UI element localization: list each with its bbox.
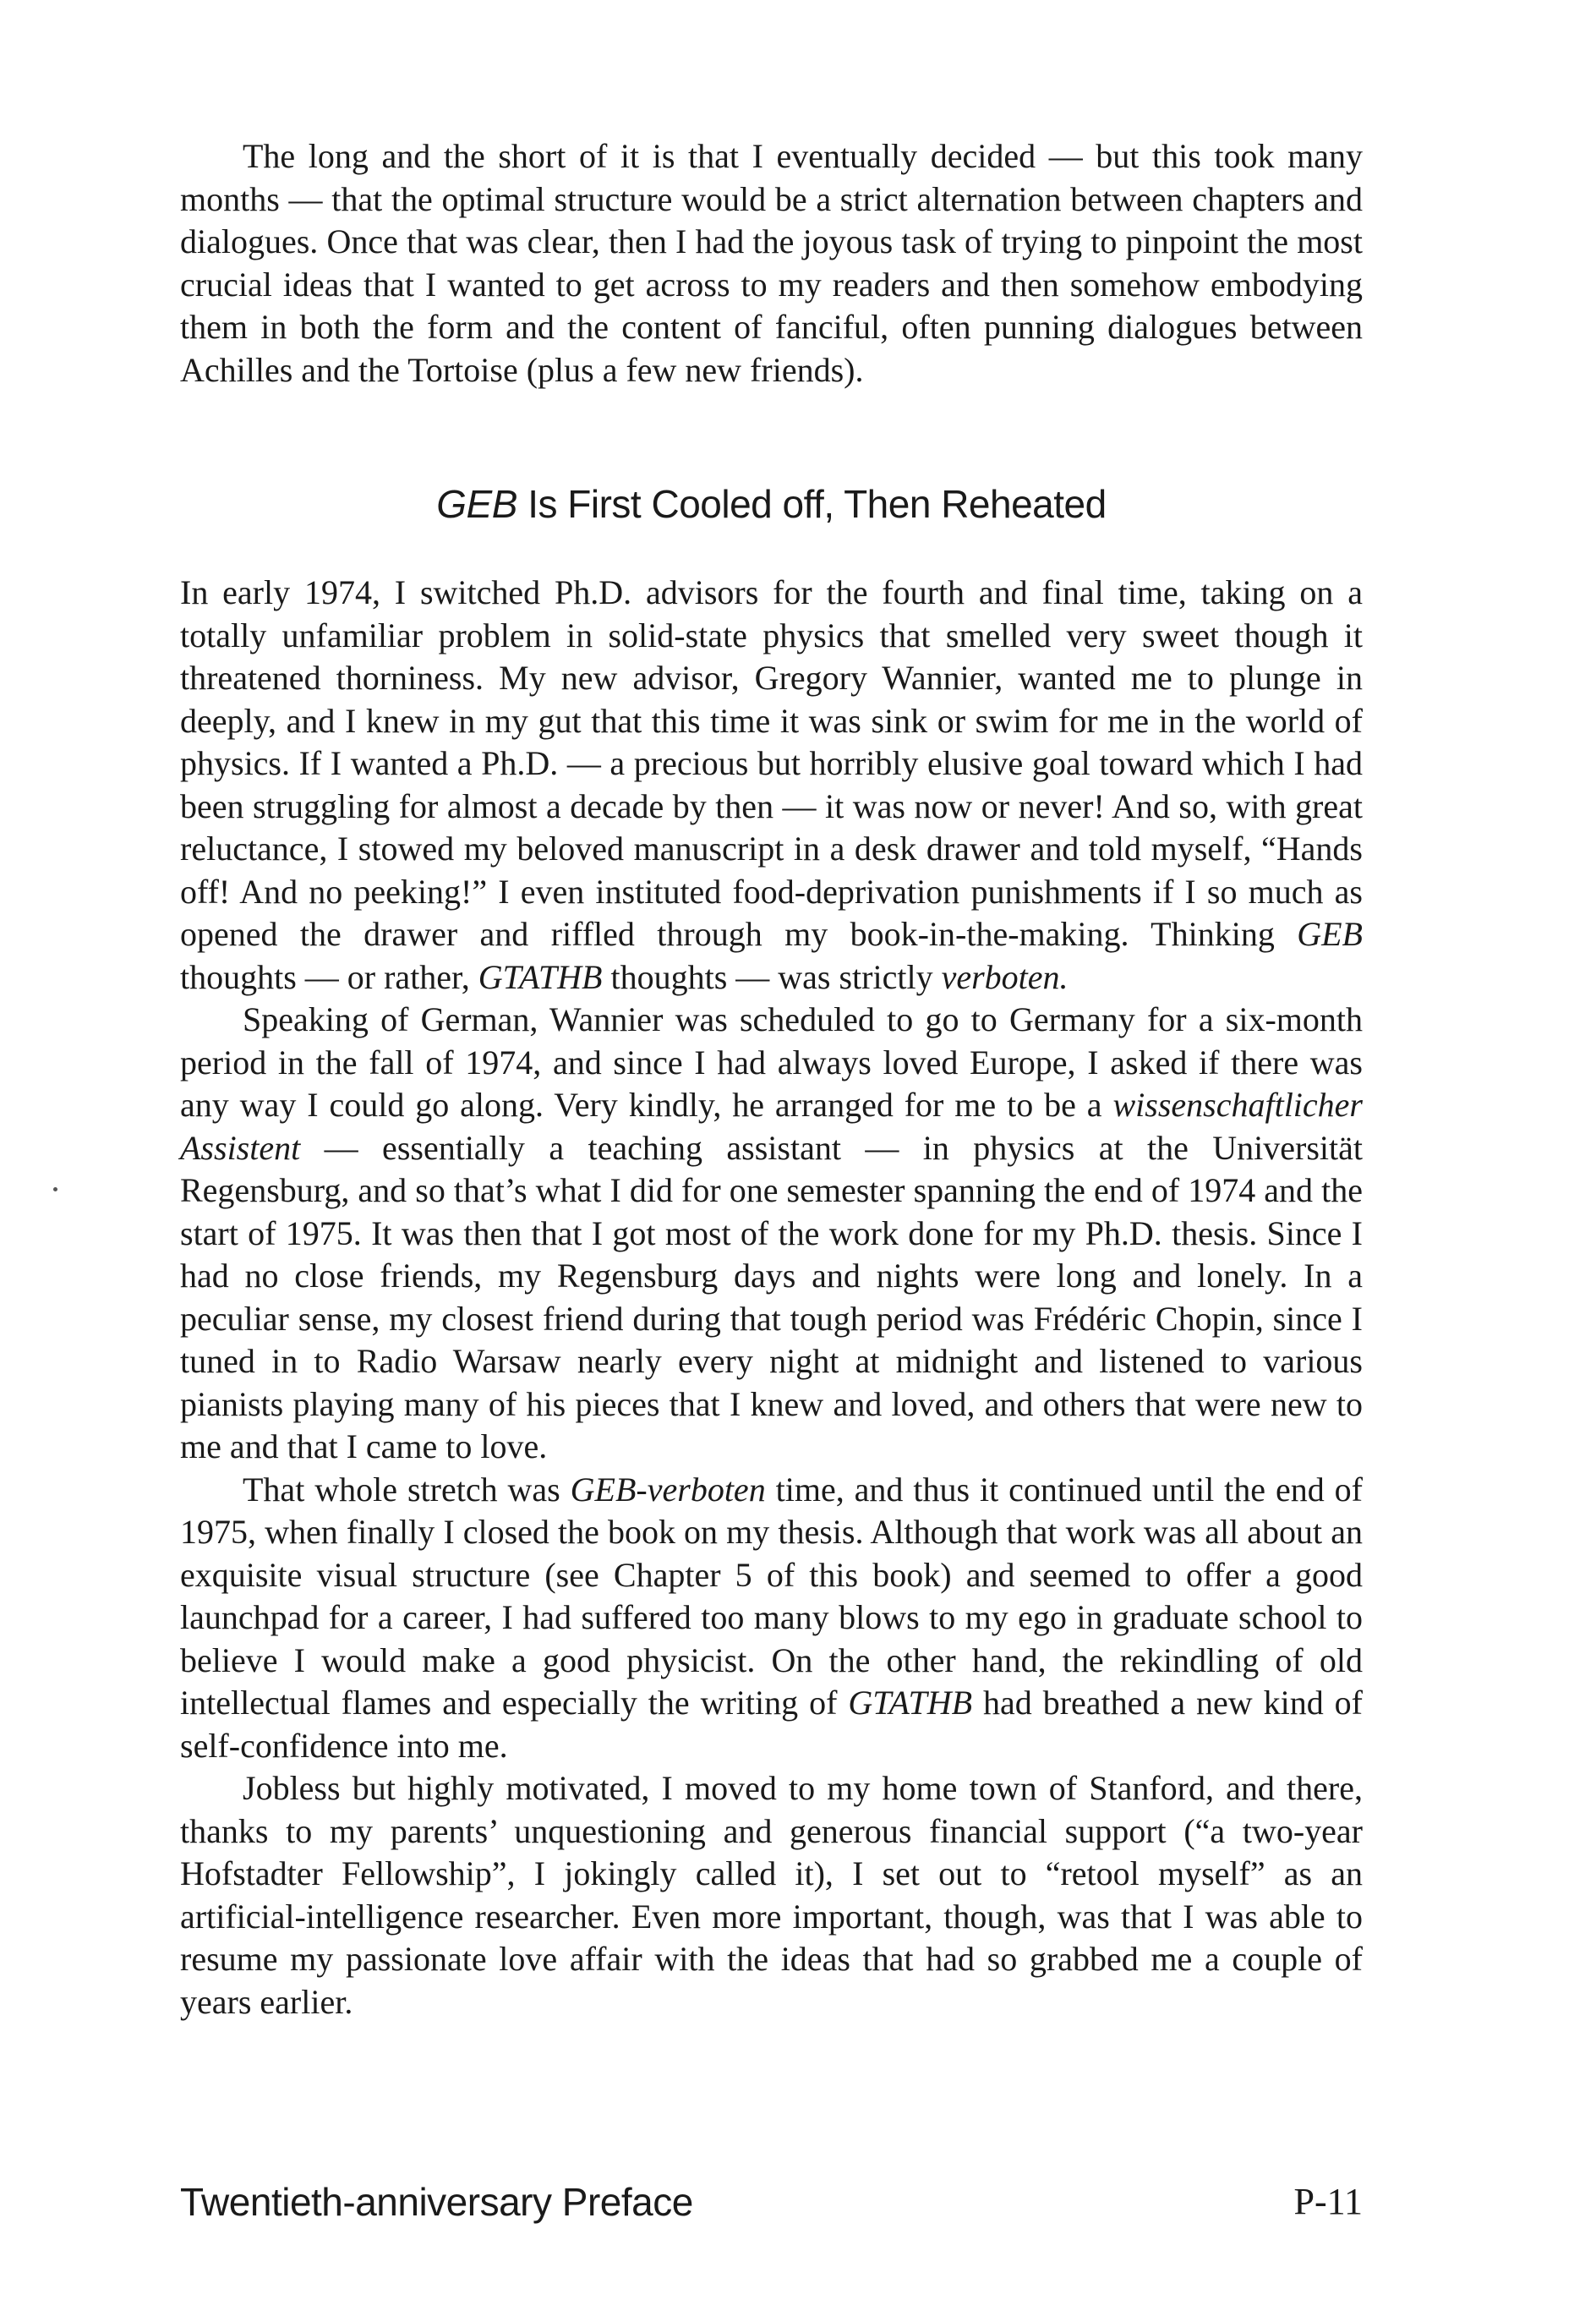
intro-paragraph: The long and the short of it is that I eventually decided — but this took many months — that the optimal structure would be a strict alternation between chapters and dialogues. Once that was clear, then I had the joyous task of trying to pinpoint the most crucial ideas that I wanted to get across to my readers and then somehow embodying them in both the form and the content of fanciful, often punning dialogues between Achilles and the Tortoise (plus a few new friends). xyxy=(180,137,1363,389)
section-heading xyxy=(180,480,1363,528)
running-footer-title: Twentieth-anniversary Preface xyxy=(180,2180,693,2224)
paragraph-1 xyxy=(180,572,1363,999)
paragraph-4 xyxy=(180,1767,1363,2023)
paragraph-1-text-c: thoughts — was strictly xyxy=(602,957,942,996)
paragraph-1-italic-1: GEB xyxy=(1297,915,1363,953)
paragraph-1-text-b: thoughts — or rather, xyxy=(180,957,478,996)
section-body xyxy=(180,572,1363,2023)
paragraph-1-italic-3: verboten. xyxy=(941,957,1069,996)
margin-dot xyxy=(53,1187,57,1191)
paragraph-3-text-c: had breathed a new kind of self-confidence into me. xyxy=(180,1684,1363,1765)
intro-section xyxy=(180,135,1363,392)
paragraph-1-italic-2: GTATHB xyxy=(478,957,603,996)
paragraph-3-text-a: That whole stretch was xyxy=(243,1470,571,1509)
paragraph-2-text-b: — essentially a teaching assistant — in physics at the Universität Regensburg, and so that’s what I did for one semester spanning the end of 1974 and the start of 1975. It was then that I got most of the work done for my Ph.D. thesis. Since I had no close friends, my Regensburg days and nights were long and lonely. In a peculiar sense, my closest friend during that tough period was Frédéric Chopin, since I tuned in to Radio Warsaw nearly every night at midnight and listened to various pianists playing many of his pieces that I knew and loved, and others that were new to me and that I came to love. xyxy=(180,1128,1363,1465)
paragraph-1-text-a: In early 1974, I switched Ph.D. advisors for the fourth and final time, taking on a totally unfamiliar problem in solid-state physics that smelled very sweet though it threatened thorniness. My new advisor, Gregory Wannier, wanted me to plunge in deeply, and I knew in my gut that this time it was sink or swim for me in the world of physics. If I wanted a Ph.D. — a precious but horribly elusive goal toward which I had been struggling for almost a decade by then — it was now or never! And so, with great reluctance, I stowed my beloved manuscript in a desk drawer and told myself, “Hands off! And no peeking!” I even instituted food-deprivation punishments if I so much as opened the drawer and riffled through my book-in-the-making. Thinking xyxy=(180,573,1363,953)
paragraph-4-text-a: Jobless but highly motivated, I moved to my home town of Stanford, and there, thanks to my parents’ unquestioning and generous financial support (“a two-year Hofstadter Fellowship”, I jokingly called it), I set out to “retool myself” as an artificial-intelligence researcher. Even more important, though, was that I was able to resume my passionate love affair with the ideas that had so grabbed me a couple of years earlier. xyxy=(180,1769,1363,2021)
paragraph-3-italic-1: GEB-verboten xyxy=(570,1470,766,1509)
paragraph-2-text-a: Speaking of German, Wannier was scheduled to go to Germany for a six-month period in the fall of 1974, and since I had always loved Europe, I asked if there was any way I could go along. Very kindly, he arranged for me to be a xyxy=(180,1000,1363,1124)
section-heading-text: Is First Cooled off, Then Reheated xyxy=(517,482,1107,526)
page-number: P-11 xyxy=(1293,2181,1363,2222)
paragraph-2 xyxy=(180,999,1363,1469)
page-footer xyxy=(180,2177,1363,2227)
paragraph-2-italic-1: wissenschaftlicher Assistent xyxy=(180,1086,1363,1167)
paragraph-3 xyxy=(180,1469,1363,1768)
paragraph-3-italic-2: GTATHB xyxy=(848,1684,973,1722)
section-heading-italic: GEB xyxy=(436,482,517,526)
paragraph-3-text-b: time, and thus it continued until the end of 1975, when finally I closed the book on my thesis. Although that work was all about an exquisite visual structure (see Chapter 5 of this book) and seemed to offer a good launchpad for a career, I had suffered too many blows to my ego in graduate school to believe I would make a good physicist. On the other hand, the rekindling of old intellectual flames and especially the writing of xyxy=(180,1470,1363,1722)
